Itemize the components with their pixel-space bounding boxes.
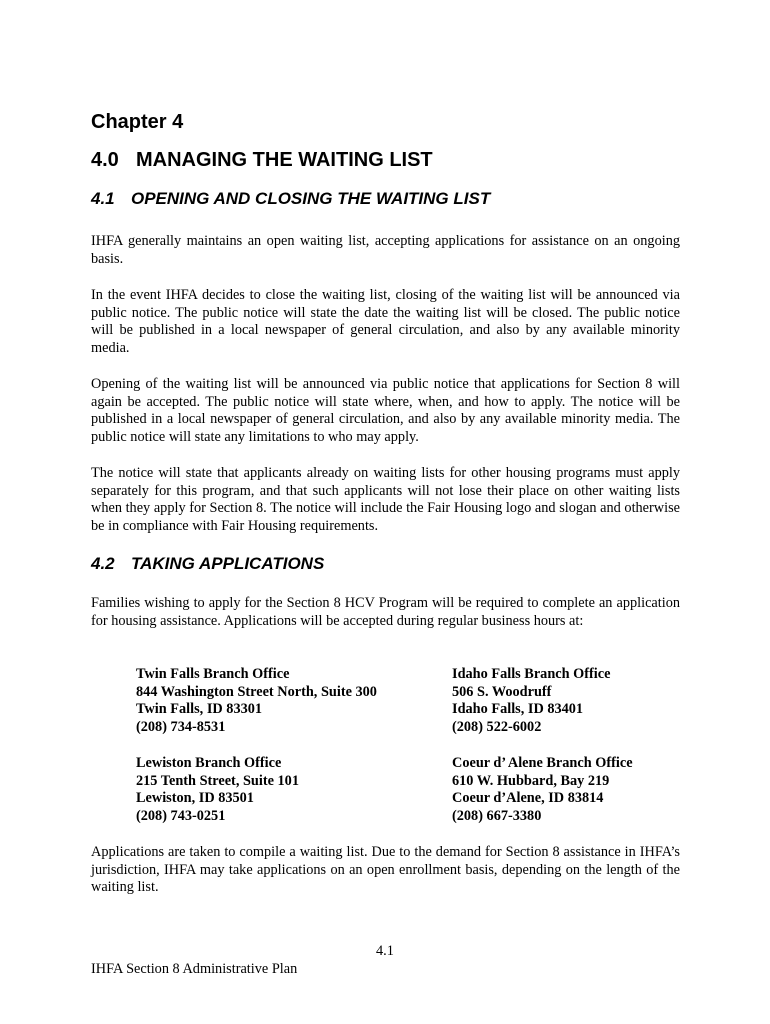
page-number: 4.1 — [376, 943, 394, 959]
paragraph-compile-waiting-list: Applications are taken to compile a waiting list. Due to the demand for Section 8 assistance in IHFA’s jurisdiction, IHFA may take applications on an open enrollment basis, depending on the length of the waiting list. — [91, 844, 680, 896]
office-street: 610 W. Hubbard, Bay 219 — [452, 772, 610, 789]
office-name: Idaho Falls Branch Office — [452, 666, 611, 682]
subsection-title: OPENING AND CLOSING THE WAITING LIST — [131, 189, 491, 208]
office-phone: (208) 734-8531 — [136, 718, 226, 735]
office-street: 215 Tenth Street, Suite 101 — [136, 772, 299, 789]
paragraph-taking-applications: Families wishing to apply for the Section 8 HCV Program will be required to complete an application for housing assistance. Applications will be accepted during regular business hours at: — [91, 595, 680, 629]
office-name: Lewiston Branch Office — [136, 755, 282, 771]
chapter-title: Chapter 4 — [91, 111, 184, 133]
section-heading — [91, 148, 433, 172]
footer-document-title: IHFA Section 8 Administrative Plan — [91, 961, 298, 977]
office-address-idaho-falls — [452, 666, 610, 736]
section-number: 4.0 — [91, 149, 119, 171]
subsection-title: TAKING APPLICATIONS — [131, 554, 325, 573]
office-phone: (208) 743-0251 — [136, 807, 226, 824]
office-phone: (208) 522-6002 — [452, 718, 542, 735]
office-name: Coeur d’ Alene Branch Office — [452, 755, 633, 771]
office-name: Twin Falls Branch Office — [136, 666, 290, 682]
office-street: 844 Washington Street North, Suite 300 — [136, 683, 377, 700]
paragraph-closing-list: In the event IHFA decides to close the waiting list, closing of the waiting list will be announced via public notice. The public notice will state the date the waiting list will be closed. The public notice will be published in a local newspaper of general circulation, and also by any available minority media. — [91, 287, 680, 356]
office-address-coeur-dalene — [452, 755, 633, 825]
subsection-heading-4-2 — [91, 553, 324, 575]
paragraph-open-list: IHFA generally maintains an open waiting list, accepting applications for assistance on an ongoing basis. — [91, 233, 680, 267]
office-city: Twin Falls, ID 83301 — [136, 701, 263, 718]
subsection-heading-4-1 — [91, 188, 490, 210]
office-address-lewiston — [136, 755, 299, 825]
office-city: Idaho Falls, ID 83401 — [452, 701, 584, 718]
subsection-number: 4.2 — [91, 554, 115, 573]
section-title: MANAGING THE WAITING LIST — [136, 149, 433, 171]
office-phone: (208) 667-3380 — [452, 807, 542, 824]
paragraph-notice-requirements: The notice will state that applicants already on waiting lists for other housing programs must apply separately for this program, and that such applicants will not lose their place on other waiting lists when they apply for Section 8. The notice will include the Fair Housing logo and slogan and otherwise be in compliance with Fair Housing requirements. — [91, 465, 680, 534]
paragraph-opening-list: Opening of the waiting list will be announced via public notice that applications for Section 8 will again be accepted. The public notice will state where, when, and how to apply. The notice will be published in a local newspaper of general circulation, and also by any available minority media. The public notice will state any limitations to who may apply. — [91, 376, 680, 445]
office-address-twin-falls — [136, 666, 377, 736]
office-city: Lewiston, ID 83501 — [136, 790, 254, 807]
office-city: Coeur d’Alene, ID 83814 — [452, 790, 604, 807]
subsection-number: 4.1 — [91, 189, 115, 208]
office-street: 506 S. Woodruff — [452, 683, 552, 700]
